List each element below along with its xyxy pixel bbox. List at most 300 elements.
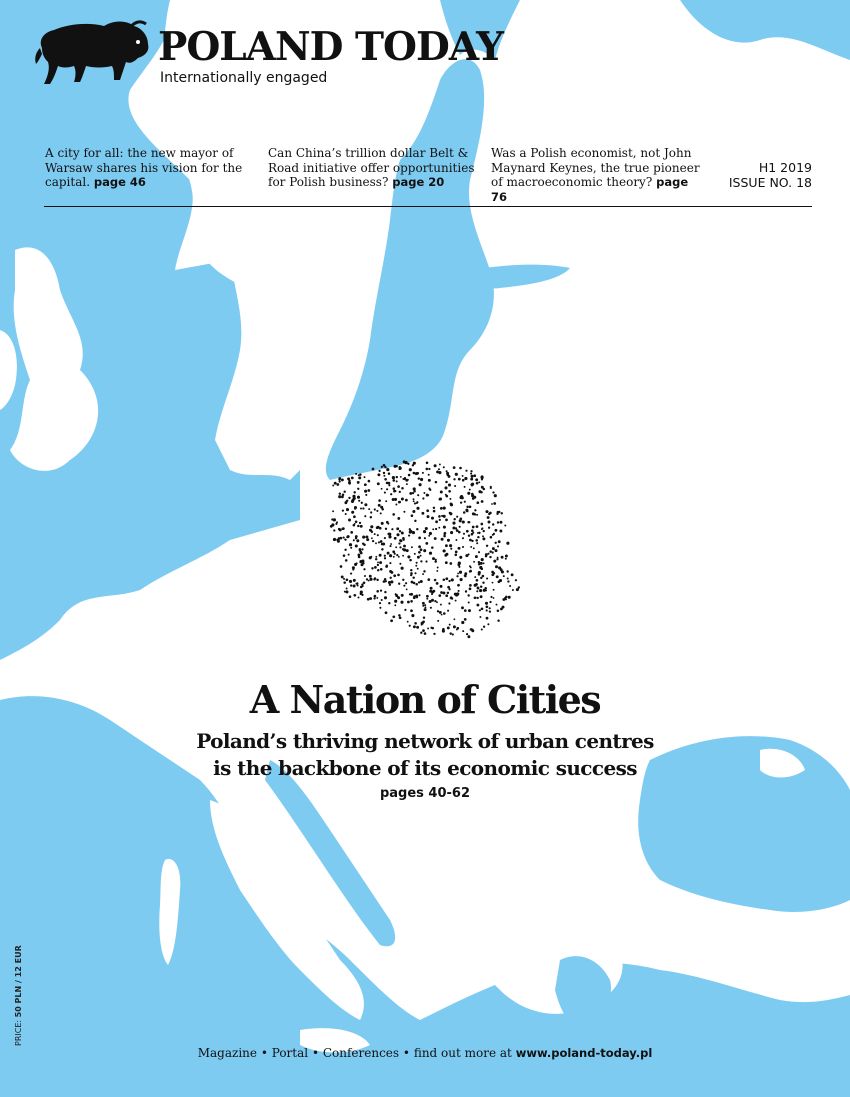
city-dot <box>415 472 418 475</box>
city-dot <box>350 573 352 575</box>
teaser-page: page 76 <box>491 175 689 204</box>
city-dot <box>339 493 341 495</box>
city-dot <box>418 594 420 596</box>
city-dot <box>460 495 463 498</box>
footer-magazine[interactable]: Magazine <box>197 1046 257 1060</box>
teaser-page: page 46 <box>93 175 146 189</box>
city-dot <box>332 485 334 487</box>
magazine-tagline: Internationally engaged <box>160 70 328 86</box>
city-dot <box>481 568 484 571</box>
city-dot <box>378 499 381 502</box>
city-dot <box>439 498 442 501</box>
city-dot <box>370 525 373 528</box>
city-dot <box>443 507 446 510</box>
city-dot <box>402 579 404 581</box>
city-dot <box>348 497 350 499</box>
city-dot <box>493 597 495 599</box>
city-dot <box>474 596 477 599</box>
city-dot <box>346 508 349 511</box>
city-dot <box>458 478 461 481</box>
city-dot <box>393 556 395 558</box>
footer-website-link[interactable]: www.poland-today.pl <box>515 1046 653 1060</box>
city-dot <box>418 537 421 540</box>
city-dot <box>480 585 482 587</box>
city-dot <box>456 629 458 631</box>
city-dot <box>503 575 505 577</box>
city-dot <box>453 625 456 628</box>
city-dot <box>444 532 447 535</box>
city-dot <box>354 563 357 566</box>
city-dot <box>414 622 417 625</box>
city-dot <box>391 528 393 530</box>
city-dot <box>383 580 386 583</box>
city-dot <box>379 607 381 609</box>
city-dot <box>358 476 361 479</box>
city-dot <box>401 567 404 570</box>
city-dot <box>429 552 432 555</box>
city-dot <box>384 596 387 599</box>
city-dot <box>469 505 472 508</box>
city-dot <box>483 530 485 532</box>
city-dot <box>392 479 395 482</box>
city-dot <box>436 582 439 585</box>
city-dot <box>356 539 359 542</box>
city-dot <box>497 521 499 523</box>
city-dot <box>392 498 395 501</box>
teaser-text: Was a Polish economist, not John Maynard Keynes, the true pioneer of macroeconomic theory? <box>491 146 700 189</box>
city-dot <box>508 596 511 599</box>
city-dot <box>374 577 377 580</box>
city-dot <box>392 615 395 618</box>
city-dot <box>380 589 382 591</box>
city-dot <box>362 536 365 539</box>
city-dot <box>357 481 360 484</box>
city-dot <box>383 472 385 474</box>
city-dot <box>491 571 494 574</box>
city-dot <box>480 523 483 526</box>
city-dot <box>479 589 482 592</box>
city-dot <box>496 604 498 606</box>
city-dot <box>438 515 441 518</box>
city-dot <box>493 533 495 535</box>
city-dot <box>511 573 514 576</box>
magazine-title: POLAND TODAY <box>158 24 503 70</box>
city-dot <box>409 468 412 471</box>
city-dot <box>411 614 414 617</box>
city-dot <box>388 482 391 485</box>
city-dot <box>405 479 408 482</box>
city-dot <box>498 580 501 583</box>
city-dot <box>443 578 446 581</box>
city-dot <box>377 569 379 571</box>
city-dot <box>428 468 430 470</box>
city-dot <box>480 595 483 598</box>
city-dot <box>461 621 464 624</box>
city-dot <box>401 594 404 597</box>
city-dot <box>420 478 423 481</box>
city-dot <box>358 474 360 476</box>
city-dot <box>445 577 448 580</box>
footer-conferences[interactable]: Conferences <box>322 1046 400 1060</box>
city-dot <box>384 578 387 581</box>
city-dot <box>497 609 500 612</box>
city-dot <box>381 522 384 525</box>
city-dot <box>347 477 350 480</box>
city-dot <box>440 507 443 510</box>
city-dot <box>468 534 470 536</box>
city-dot <box>411 546 413 548</box>
city-dot <box>353 515 356 518</box>
city-dot <box>369 597 372 600</box>
city-dot <box>393 490 396 493</box>
city-dot <box>497 619 499 621</box>
footer-find-out-more: find out more at <box>413 1046 512 1060</box>
city-dot <box>489 601 491 603</box>
city-dot <box>428 535 430 537</box>
city-dot <box>468 609 471 612</box>
city-dot <box>348 554 350 556</box>
city-dot <box>466 633 468 635</box>
city-dot <box>458 566 460 568</box>
city-dot <box>422 602 425 605</box>
city-dot <box>356 582 358 584</box>
city-dot <box>384 478 387 481</box>
city-dot <box>342 494 345 497</box>
city-dot <box>440 491 443 494</box>
city-dot <box>453 518 455 520</box>
city-dot <box>452 522 455 525</box>
city-dot <box>457 573 459 575</box>
city-dot <box>379 561 382 564</box>
city-dot <box>469 539 472 542</box>
city-dot <box>456 592 459 595</box>
price-prefix: PRICE: <box>14 1019 23 1046</box>
city-dot <box>486 609 488 611</box>
city-dot <box>377 564 379 566</box>
city-dot <box>449 512 451 514</box>
city-dot <box>357 488 359 490</box>
city-dot <box>402 478 404 480</box>
bullet-separator: • <box>311 1046 323 1060</box>
city-dot <box>493 589 495 591</box>
city-dot <box>357 525 359 527</box>
city-dot <box>425 527 428 530</box>
city-dot <box>458 547 461 550</box>
city-dot <box>393 574 396 577</box>
city-dot <box>353 585 356 588</box>
city-dot <box>464 618 467 621</box>
city-dot <box>476 579 479 582</box>
city-dot <box>380 512 382 514</box>
city-dot <box>390 580 393 583</box>
city-dot <box>427 627 429 629</box>
city-dot <box>441 614 443 616</box>
city-dot <box>498 566 501 569</box>
city-dot <box>410 600 413 603</box>
city-dot <box>413 487 416 490</box>
city-dot <box>426 468 429 471</box>
city-dot <box>362 542 364 544</box>
city-dot <box>354 523 356 525</box>
city-dot <box>379 602 381 604</box>
city-dot <box>440 604 442 606</box>
city-dot <box>430 587 433 590</box>
city-dot <box>434 537 437 540</box>
city-dot <box>476 542 478 544</box>
cover-subhead-line-1: Poland’s thriving network of urban centres <box>196 729 654 753</box>
city-dot <box>365 536 368 539</box>
city-dot <box>389 554 392 557</box>
city-dot <box>420 548 423 551</box>
city-dot <box>353 539 355 541</box>
city-dot <box>385 500 387 502</box>
city-dot <box>466 506 468 508</box>
city-dot <box>481 500 484 503</box>
footer-portal[interactable]: Portal <box>271 1046 309 1060</box>
city-dot <box>384 557 386 559</box>
teaser-text: Can China’s trillion dollar Belt & Road initiative offer opportunities for Polish business? <box>268 146 475 189</box>
city-dot <box>380 568 383 571</box>
city-dot <box>433 590 436 593</box>
city-dot <box>492 551 494 553</box>
city-dot <box>353 594 356 597</box>
city-dot <box>434 560 436 562</box>
city-dot <box>458 590 460 592</box>
city-dot <box>489 607 491 609</box>
city-dot <box>336 483 339 486</box>
issue-number: ISSUE NO. 18 <box>728 175 812 190</box>
city-dot <box>464 572 467 575</box>
city-dot <box>346 590 349 593</box>
city-dot <box>497 511 500 514</box>
city-dot <box>398 468 400 470</box>
city-dot <box>411 514 414 517</box>
city-dot <box>487 553 489 555</box>
city-dot <box>415 565 417 567</box>
city-dot <box>424 608 427 611</box>
city-dot <box>435 481 438 484</box>
city-dot <box>470 566 472 568</box>
city-dot <box>460 501 462 503</box>
city-dot <box>375 556 377 558</box>
cover-story-pages: pages 40-62 <box>379 786 471 801</box>
city-dot <box>351 511 354 514</box>
city-dot <box>390 493 392 495</box>
city-dot <box>399 616 402 619</box>
city-dot <box>478 563 480 565</box>
city-dot <box>427 494 429 496</box>
city-dot <box>413 595 415 597</box>
city-dot <box>448 483 451 486</box>
city-dot <box>462 537 464 539</box>
city-dot <box>493 560 496 563</box>
city-dot <box>368 508 370 510</box>
city-dot <box>388 484 390 486</box>
city-dot <box>384 492 386 494</box>
city-dot <box>384 555 386 557</box>
city-dot <box>459 571 462 574</box>
city-dot <box>457 584 460 587</box>
city-dot <box>504 525 506 527</box>
city-dot <box>418 551 421 554</box>
city-dot <box>496 558 498 560</box>
city-dot <box>387 552 390 555</box>
city-dot <box>518 586 520 588</box>
city-dot <box>476 590 478 592</box>
city-dot <box>477 536 479 538</box>
city-dot <box>372 540 374 542</box>
city-dot <box>388 472 391 475</box>
city-dot <box>376 597 378 599</box>
city-dot <box>414 520 416 522</box>
city-dot <box>471 475 474 478</box>
city-dot <box>509 585 511 587</box>
city-dot <box>485 602 488 605</box>
city-dot <box>416 626 419 629</box>
city-dot <box>352 569 354 571</box>
city-dot <box>447 626 450 629</box>
city-dot <box>375 558 377 560</box>
city-dot <box>414 502 416 504</box>
city-dot <box>390 619 393 622</box>
city-dot <box>355 473 357 475</box>
city-dot <box>455 473 458 476</box>
city-dot <box>420 560 422 562</box>
city-dot <box>344 549 346 551</box>
city-dot <box>342 509 344 511</box>
city-dot <box>459 467 462 470</box>
city-dot <box>400 601 403 604</box>
city-dot <box>482 535 484 537</box>
city-dot <box>426 509 429 512</box>
city-dot <box>431 517 434 520</box>
city-dot <box>353 491 355 493</box>
city-dot <box>485 510 488 513</box>
city-dot <box>376 579 378 581</box>
city-dot <box>471 533 474 536</box>
city-dot <box>467 594 469 596</box>
city-dot <box>458 531 461 534</box>
cover-story <box>0 676 850 801</box>
city-dot <box>402 555 404 557</box>
city-dot <box>450 502 453 505</box>
city-dot <box>463 533 465 535</box>
city-dot <box>369 578 372 581</box>
city-dot <box>394 600 397 603</box>
city-dot <box>413 625 416 628</box>
city-dot <box>486 605 489 608</box>
city-dot <box>431 593 433 595</box>
city-dot <box>384 466 386 468</box>
city-dot <box>495 542 497 544</box>
city-dot <box>370 511 372 513</box>
city-dot <box>416 507 419 510</box>
city-dot <box>450 596 453 599</box>
city-dot <box>426 595 429 598</box>
city-dot <box>424 606 426 608</box>
city-dot <box>346 588 348 590</box>
city-dot <box>442 591 445 594</box>
city-dot <box>398 583 400 585</box>
city-dot <box>492 523 494 525</box>
city-dot <box>473 561 475 563</box>
city-dot <box>394 537 397 540</box>
city-dot <box>468 521 470 523</box>
city-dot <box>443 549 446 552</box>
city-dot <box>397 485 400 488</box>
city-dot <box>376 590 379 593</box>
city-dot <box>406 549 409 552</box>
city-dot <box>357 584 359 586</box>
city-dot <box>437 567 439 569</box>
city-dot <box>505 555 508 558</box>
city-dot <box>374 566 377 569</box>
city-dot <box>430 607 432 609</box>
city-dot <box>481 607 484 610</box>
city-dot <box>390 571 393 574</box>
city-dot <box>472 526 475 529</box>
city-dot <box>471 494 474 497</box>
city-dot <box>438 468 440 470</box>
city-dot <box>333 529 335 531</box>
city-dot <box>381 548 383 550</box>
city-dot <box>421 512 424 515</box>
city-dot <box>494 529 497 532</box>
city-dot <box>395 594 398 597</box>
city-dot <box>399 546 401 548</box>
city-dot <box>361 502 363 504</box>
city-dot <box>417 568 419 570</box>
city-dot <box>381 599 383 601</box>
city-dot <box>433 507 435 509</box>
city-dot <box>444 486 447 489</box>
city-dot <box>346 500 348 502</box>
city-dot <box>367 489 370 492</box>
city-dot <box>348 519 351 522</box>
city-dot <box>407 601 410 604</box>
city-dot <box>447 592 449 594</box>
city-dot <box>398 501 400 503</box>
city-dot <box>355 544 358 547</box>
city-dot <box>452 633 454 635</box>
city-dot <box>440 591 443 594</box>
city-dot <box>455 539 457 541</box>
city-dot <box>365 494 367 496</box>
city-dot <box>488 513 490 515</box>
city-dot <box>380 506 383 509</box>
city-dot <box>465 554 468 557</box>
city-dot <box>427 578 430 581</box>
city-dot <box>455 554 458 557</box>
city-dot <box>348 482 350 484</box>
city-dot <box>397 517 400 520</box>
city-dot <box>462 475 464 477</box>
city-dot <box>398 614 401 617</box>
city-dot <box>441 538 444 541</box>
city-dot <box>469 588 472 591</box>
city-dot <box>409 593 411 595</box>
city-dot <box>399 539 402 542</box>
city-dot <box>389 584 391 586</box>
city-dot <box>403 511 405 513</box>
city-dot <box>448 475 451 478</box>
city-dot <box>433 510 436 513</box>
city-dot <box>355 521 358 524</box>
city-dot <box>439 463 441 465</box>
city-dot <box>367 538 370 541</box>
city-dot <box>450 548 452 550</box>
city-dot <box>445 594 448 597</box>
